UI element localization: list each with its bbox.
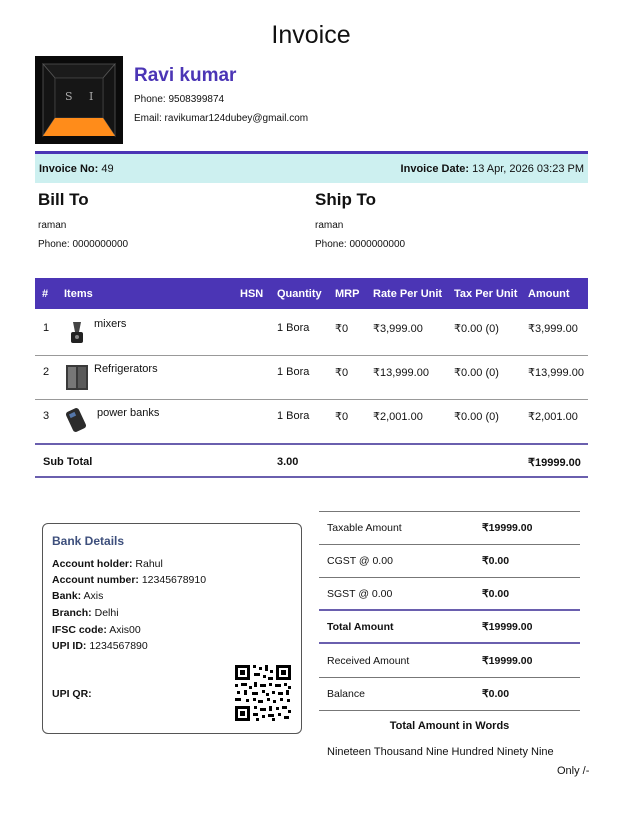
bank-upi-id xyxy=(52,640,148,652)
summary-value: ₹0.00 xyxy=(482,588,510,600)
th-items: Items xyxy=(64,288,93,300)
subtotal-row xyxy=(35,445,588,476)
bill-to-name: raman xyxy=(38,220,67,231)
power-bank-icon xyxy=(65,406,89,434)
bank-account-number xyxy=(52,574,206,586)
summary-row-balance xyxy=(319,677,580,710)
table-row xyxy=(35,400,588,443)
row-mrp: ₹0 xyxy=(335,411,349,423)
business-logo xyxy=(35,56,123,144)
summary-row-taxable xyxy=(319,511,580,544)
th-amount: Amount xyxy=(528,288,570,300)
bank-number-label: Account number: xyxy=(52,574,139,586)
summary-label: Balance xyxy=(327,688,365,700)
row-quantity: 1 Bora xyxy=(277,366,310,378)
refrigerator-icon xyxy=(65,363,89,391)
row-amount: ₹2,001.00 xyxy=(528,411,578,423)
logo-letter-i: I xyxy=(89,90,94,103)
th-hsn: HSN xyxy=(240,288,264,300)
subtotal-bottom-divider xyxy=(35,476,588,478)
summary-row-cgst xyxy=(319,544,580,577)
bill-to-phone: Phone: 0000000000 xyxy=(38,239,129,250)
row-item-name: power banks xyxy=(97,407,160,419)
subtotal-amount: ₹19999.00 xyxy=(528,457,581,469)
subtotal-quantity: 3.00 xyxy=(277,456,299,468)
row-mrp: ₹0 xyxy=(335,367,349,379)
summary-value: ₹0.00 xyxy=(482,688,510,700)
table-row xyxy=(35,356,588,399)
bill-to-heading: Bill To xyxy=(38,190,89,209)
bank-branch-value: Delhi xyxy=(94,607,119,619)
row-num: 3 xyxy=(43,410,50,422)
th-num: # xyxy=(42,288,49,300)
bank-name-value: Axis xyxy=(83,590,104,602)
invoice-info-bar xyxy=(35,154,588,183)
invoice-date-label: Invoice Date: xyxy=(400,163,470,175)
subtotal-label: Sub Total xyxy=(43,456,93,468)
summary-row-sgst xyxy=(319,577,580,610)
row-num: 1 xyxy=(43,322,50,334)
row-tax: ₹0.00 (0) xyxy=(454,367,499,379)
row-item-name: Refrigerators xyxy=(94,363,158,375)
summary-row-received xyxy=(319,644,580,677)
summary-label: Received Amount xyxy=(327,655,410,667)
amount-in-words-heading: Total Amount in Words xyxy=(389,720,510,732)
summary-value: ₹19999.00 xyxy=(482,621,533,633)
bank-ifsc xyxy=(52,624,141,636)
row-rate: ₹2,001.00 xyxy=(373,411,423,423)
bank-branch xyxy=(52,607,119,619)
row-item-name: mixers xyxy=(94,318,127,330)
th-quantity: Quantity xyxy=(277,288,322,300)
summary-label: Taxable Amount xyxy=(327,522,402,534)
row-num: 2 xyxy=(43,366,50,378)
amount-in-words-suffix: Only /- xyxy=(557,765,590,777)
amount-in-words: Nineteen Thousand Nine Hundred Ninety Nine xyxy=(327,746,554,758)
bank-name-label: Bank: xyxy=(52,590,82,602)
row-rate: ₹3,999.00 xyxy=(373,323,423,335)
bank-holder-label: Account holder: xyxy=(52,558,133,570)
bank-upi-label: UPI ID: xyxy=(52,640,87,652)
row-mrp: ₹0 xyxy=(335,323,349,335)
ship-to-phone: Phone: 0000000000 xyxy=(315,239,406,250)
row-tax: ₹0.00 (0) xyxy=(454,323,499,335)
logo-letter-s: S xyxy=(65,90,73,103)
invoice-number-label: Invoice No: xyxy=(39,163,99,175)
invoice-number-value: 49 xyxy=(101,163,114,175)
mixer-icon xyxy=(65,319,89,347)
ship-to-heading: Ship To xyxy=(315,190,377,209)
th-rate: Rate Per Unit xyxy=(373,288,443,300)
bank-details-heading: Bank Details xyxy=(52,534,125,548)
invoice-number xyxy=(39,163,114,175)
bank-name xyxy=(52,590,103,602)
bank-branch-label: Branch: xyxy=(52,607,92,619)
bank-ifsc-label: IFSC code: xyxy=(52,624,107,636)
bank-account-holder xyxy=(52,558,163,570)
row-tax: ₹0.00 (0) xyxy=(454,411,499,423)
items-table-header xyxy=(35,278,588,309)
summary-value: ₹19999.00 xyxy=(482,655,533,667)
table-row xyxy=(35,310,588,355)
th-tax: Tax Per Unit xyxy=(454,288,518,300)
upi-qr-code xyxy=(232,662,294,724)
bank-ifsc-value: Axis00 xyxy=(109,624,141,636)
summary-value: ₹19999.00 xyxy=(482,522,533,534)
business-phone: Phone: 9508399874 xyxy=(134,94,225,105)
business-name: Ravi kumar xyxy=(134,65,237,86)
invoice-date-value: 13 Apr, 2026 03:23 PM xyxy=(472,163,584,175)
bank-holder-value: Rahul xyxy=(135,558,163,570)
row-rate: ₹13,999.00 xyxy=(373,367,429,379)
summary-row-total xyxy=(319,610,580,643)
business-email: Email: ravikumar124dubey@gmail.com xyxy=(134,113,309,124)
upi-qr-label: UPI QR: xyxy=(52,688,92,700)
bank-details-card xyxy=(42,523,302,734)
th-mrp: MRP xyxy=(335,288,360,300)
row-amount: ₹13,999.00 xyxy=(528,367,584,379)
logo-graphic xyxy=(35,56,123,144)
row-amount: ₹3,999.00 xyxy=(528,323,578,335)
summary-label: CGST @ 0.00 xyxy=(327,555,393,567)
row-quantity: 1 Bora xyxy=(277,410,310,422)
ship-to-name: raman xyxy=(315,220,344,231)
summary-label: Total Amount xyxy=(327,621,394,633)
page-title: Invoice xyxy=(271,21,351,49)
summary-value: ₹0.00 xyxy=(482,555,510,567)
summary-label: SGST @ 0.00 xyxy=(327,588,393,600)
invoice-date xyxy=(401,163,584,175)
row-quantity: 1 Bora xyxy=(277,322,310,334)
bank-upi-value: 1234567890 xyxy=(89,640,148,652)
bank-number-value: 12345678910 xyxy=(141,574,207,586)
summary-bottom-border xyxy=(319,710,580,711)
